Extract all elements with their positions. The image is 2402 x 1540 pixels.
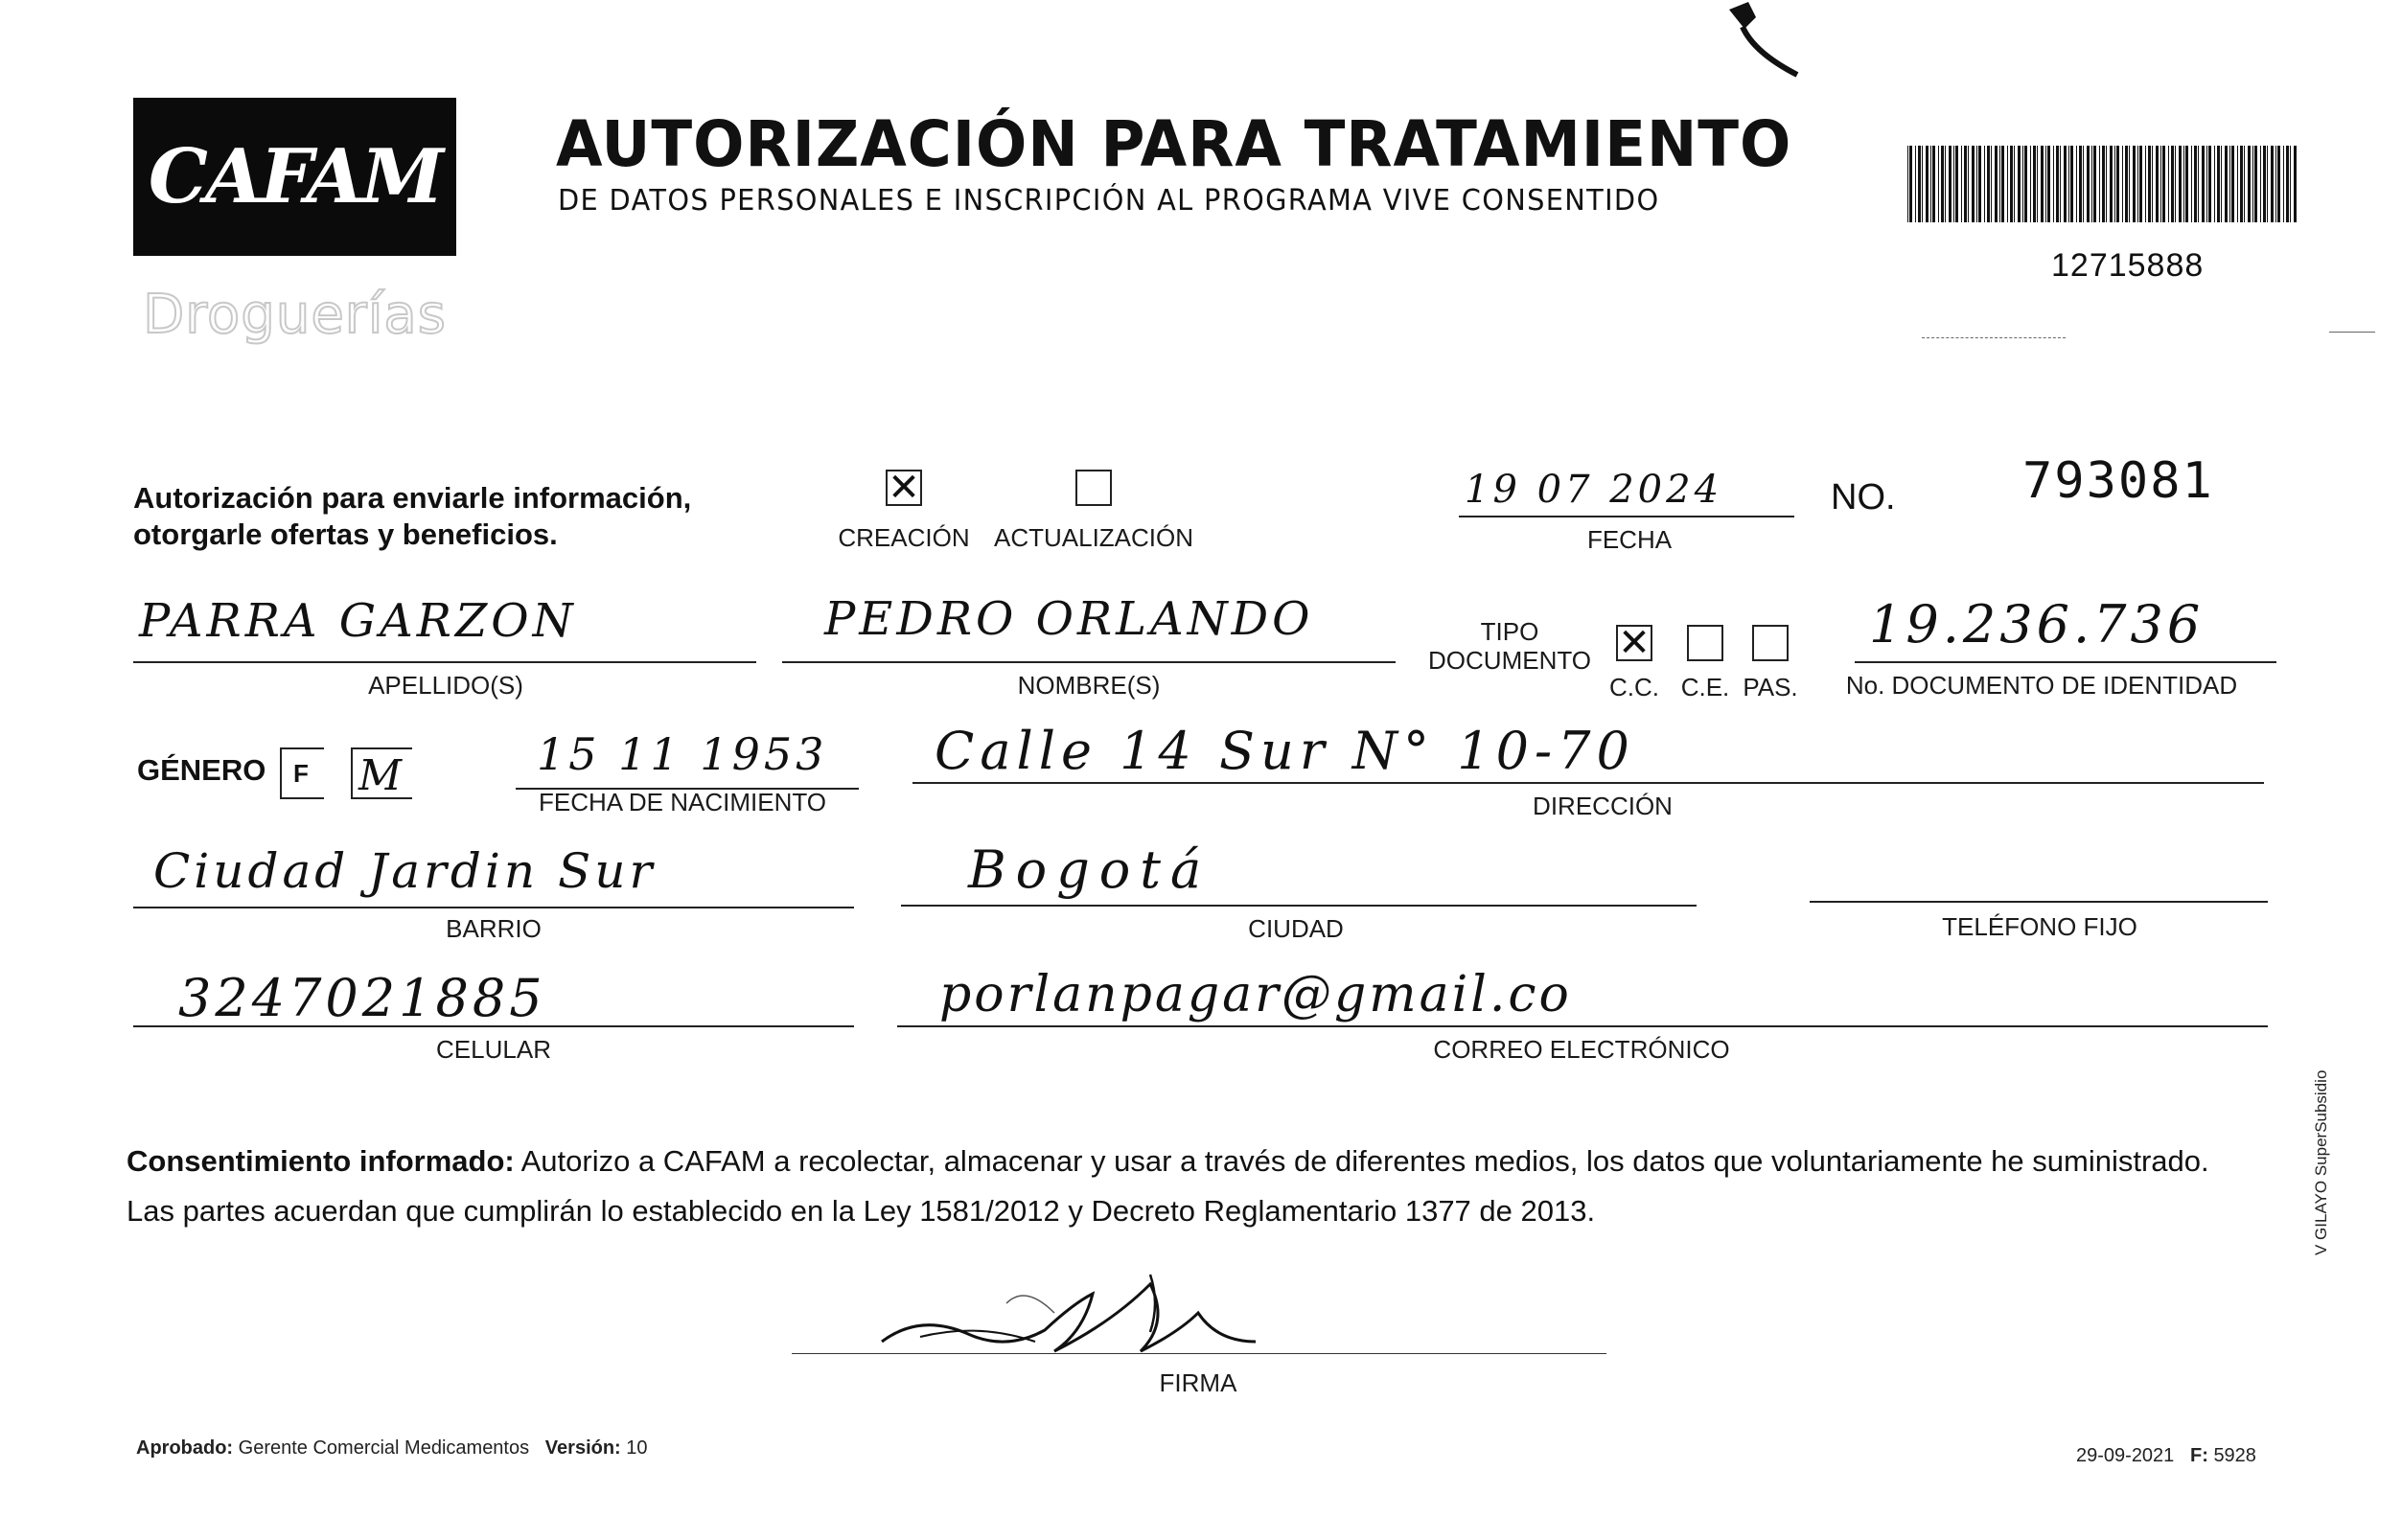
barcode-bar [1909, 146, 1912, 222]
barcode-bar [2275, 146, 2276, 222]
tipo-label-1: TIPO [1480, 617, 1539, 646]
footer-date-value: 29-09-2021 [2076, 1445, 2175, 1466]
barcode-bar [1915, 146, 1916, 222]
barcode-bar [2237, 146, 2238, 222]
barcode-bar [2093, 146, 2096, 222]
doc-label: No. DOCUMENTO DE IDENTIDAD [1845, 671, 2238, 700]
barcode-bar [1930, 146, 1931, 222]
genero-m-checkbox[interactable] [351, 747, 412, 799]
barcode-bar [1978, 146, 1981, 222]
barcode-bar [1995, 146, 1998, 222]
cc-checkbox[interactable] [1616, 621, 1652, 665]
barcode-bar [2106, 146, 2107, 222]
correo-line [897, 1025, 2268, 1027]
pas-label: PAS. [1743, 673, 1798, 701]
barcode-bar [2191, 146, 2192, 222]
barcode-bar [2202, 146, 2205, 222]
barcode-bar [1938, 146, 1939, 222]
barcode-bar [2056, 146, 2059, 222]
barcode-bar [2139, 146, 2142, 222]
correo-label: CORREO ELECTRÓNICO [1433, 1035, 1730, 1064]
barcode-bar [2194, 146, 2197, 222]
barcode-bar [2156, 146, 2159, 222]
barcode-bar [2267, 146, 2268, 222]
aprobado-label: Aprobado: [136, 1437, 234, 1459]
f-label: F: [2189, 1445, 2208, 1466]
check-mark-icon: ✕ [1618, 621, 1651, 665]
barcode-bar [2160, 146, 2161, 222]
barcode-bar [2068, 146, 2069, 222]
barcode-bar [2252, 146, 2253, 222]
direccion-label: DIRECCIÓN [1533, 792, 1673, 820]
barcode-bar [1999, 146, 2000, 222]
pas-checkbox[interactable] [1752, 625, 1789, 661]
barcode-bar [2206, 146, 2207, 222]
barcode-bar [2283, 146, 2284, 222]
actualizacion-checkbox[interactable] [1075, 470, 1112, 506]
barcode-bar [2198, 146, 2199, 222]
no-label: NO. [1831, 477, 1896, 517]
barcode-bar [2091, 146, 2092, 222]
celular-value[interactable]: 3247021885 [178, 968, 546, 1028]
fecha-line [1459, 516, 1794, 517]
barcode-bar [2114, 146, 2115, 222]
barcode-bar [2133, 146, 2136, 222]
barcode-bar [2240, 146, 2243, 222]
barcode-bar [1907, 146, 1908, 222]
barcode-bar [2183, 146, 2184, 222]
barcode-bar [2053, 146, 2054, 222]
barcode-bar [1922, 146, 1923, 222]
cafam-logo [133, 98, 456, 256]
form-subtitle: DE DATOS PERSONALES E INSCRIPCIÓN AL PROGRAMA VIVE CONSENTIDO [558, 184, 1660, 218]
genero-label: GÉNERO [137, 753, 266, 787]
barcode-bar [2214, 146, 2215, 222]
barrio-line [133, 907, 854, 908]
actualizacion-label: ACTUALIZACIÓN [993, 523, 1194, 552]
barcode-bar [2014, 146, 2015, 222]
apellidos-label: APELLIDO(S) [368, 671, 523, 700]
barcode-bar [2047, 146, 2050, 222]
firma-line [792, 1353, 1606, 1354]
footer-date [2076, 1445, 2256, 1467]
check-mark-icon: ✕ [888, 466, 920, 510]
barcode-bar [2076, 146, 2077, 222]
telefono-label: TELÉFONO FIJO [1942, 912, 2137, 941]
barcode-bar [2231, 146, 2234, 222]
celular-label: CELULAR [436, 1035, 551, 1064]
section-heading-1: Autorización para enviarle información, [133, 481, 692, 515]
barcode-bar [1972, 146, 1975, 222]
ciudad-line [901, 905, 1697, 907]
barcode-bar [1991, 146, 1992, 222]
pen-mark-icon [1716, 0, 1802, 84]
apellidos-line [133, 661, 756, 663]
barcode-bar [2122, 146, 2123, 222]
consent-line-1 [127, 1144, 2209, 1179]
barcode-bar [1932, 146, 1935, 222]
barcode-bar [2007, 146, 2008, 222]
nacimiento-label: FECHA DE NACIMIENTO [538, 788, 827, 816]
barcode-bar [2221, 146, 2222, 222]
nombres-label: NOMBRE(S) [1017, 671, 1161, 700]
barcode-bar [1964, 146, 1967, 222]
nacimiento-value[interactable]: 15 11 1953 [537, 728, 828, 780]
barcode-bar [2102, 146, 2105, 222]
barcode-bar [2185, 146, 2188, 222]
barcode-bar [2171, 146, 2174, 222]
barcode-bar [2294, 146, 2297, 222]
consent-text-1: Autorizo a CAFAM a recolectar, almacenar y usar a través de diferentes medios, los datos que voluntariamente he suministrado. [514, 1144, 2209, 1178]
barcode-bar [2225, 146, 2228, 222]
vertical-note: V GILAYO SuperSubsidio [2312, 1069, 2330, 1255]
barcode-bar [1987, 146, 1990, 222]
barcode-bar [2168, 146, 2169, 222]
barcode-bar [2010, 146, 2013, 222]
footer-aprobado [136, 1437, 648, 1460]
barcode-bar [2260, 146, 2261, 222]
barcode-bar [2137, 146, 2138, 222]
telefono-line[interactable] [1810, 901, 2268, 903]
barcode-bar [2033, 146, 2036, 222]
direccion-line [912, 782, 2264, 784]
version-value: 10 [626, 1437, 648, 1459]
barcode-bar [2175, 146, 2176, 222]
barcode-bar [1949, 146, 1952, 222]
barcode-bar [2083, 146, 2084, 222]
m-mark: M [358, 751, 403, 800]
barcode-number: 12715888 [2051, 247, 2205, 284]
barcode-bar [2229, 146, 2230, 222]
divider [2329, 332, 2375, 333]
barcode [1907, 146, 2300, 222]
barcode-bar [2022, 146, 2023, 222]
barcode-bar [2263, 146, 2266, 222]
barcode-bar [1945, 146, 1946, 222]
barcode-bar [2162, 146, 2165, 222]
barcode-bar [1941, 146, 1944, 222]
aprobado-value: Gerente Comercial Medicamentos [238, 1437, 530, 1459]
direccion-value[interactable]: Calle 14 Sur N° 10-70 [935, 721, 1635, 781]
nombres-line [782, 661, 1396, 663]
barrio-label: BARRIO [446, 914, 542, 943]
barcode-bar [2148, 146, 2151, 222]
fecha-value[interactable]: 19 07 2024 [1465, 468, 1723, 512]
doc-value[interactable]: 19.236.736 [1869, 594, 2205, 655]
barcode-bar [1918, 146, 1921, 222]
consent-lead: Consentimiento informado: [127, 1144, 515, 1178]
barcode-bar [2110, 146, 2113, 222]
ce-checkbox[interactable] [1687, 625, 1723, 661]
no-value: 793081 [2022, 452, 2214, 510]
barcode-bar [2271, 146, 2274, 222]
barcode-bar [2001, 146, 2004, 222]
barcode-bar [2208, 146, 2211, 222]
barcode-bar [2018, 146, 2021, 222]
barcode-bar [2060, 146, 2061, 222]
consent-text-2: Las partes acuerdan que cumplirán lo establecido en la Ley 1581/2012 y Decreto Reglamentario 1377 de 2013. [127, 1194, 1596, 1228]
divider [1922, 337, 2066, 338]
nombres-value[interactable]: PEDRO ORLANDO [824, 592, 1314, 646]
barcode-bar [2087, 146, 2090, 222]
barcode-bar [2179, 146, 2182, 222]
f-value: 5928 [2213, 1445, 2256, 1466]
barcode-bar [2145, 146, 2146, 222]
barcode-bar [2125, 146, 2128, 222]
barcode-bar [2070, 146, 2073, 222]
barcode-bar [2041, 146, 2044, 222]
f-label: F [293, 759, 309, 788]
barcode-bar [1955, 146, 1958, 222]
barcode-bar [2217, 146, 2220, 222]
barcode-bar [1953, 146, 1954, 222]
barcode-bar [2064, 146, 2067, 222]
ciudad-label: CIUDAD [1248, 914, 1344, 943]
apellidos-value[interactable]: PARRA GARZON [139, 594, 577, 648]
barcode-bar [2099, 146, 2100, 222]
logo-text: CAFAM [148, 133, 442, 220]
genero-f-checkbox[interactable] [280, 747, 324, 799]
barcode-bar [1961, 146, 1962, 222]
fecha-label: FECHA [1586, 525, 1673, 554]
ciudad-value[interactable]: Bogotá [968, 839, 1212, 900]
barcode-bar [2244, 146, 2245, 222]
barcode-bar [2037, 146, 2038, 222]
barcode-bar [2277, 146, 2280, 222]
cc-label: C.C. [1609, 673, 1659, 701]
section-heading-2: otorgarle ofertas y beneficios. [133, 517, 558, 551]
barcode-bar [2129, 146, 2130, 222]
barcode-bar [2254, 146, 2257, 222]
barcode-bar [2024, 146, 2027, 222]
barcode-bar [2286, 146, 2289, 222]
version-label: Versión: [544, 1437, 621, 1459]
barcode-bar [1926, 146, 1929, 222]
correo-value[interactable]: porlanpagar@gmail.co [939, 966, 1572, 1023]
tipo-label-2: DOCUMENTO [1428, 646, 1591, 675]
doc-line [1855, 661, 2276, 663]
barcode-bar [1968, 146, 1969, 222]
barcode-bar [1976, 146, 1977, 222]
barcode-bar [2290, 146, 2291, 222]
celular-line [133, 1025, 854, 1027]
barcode-bar [2152, 146, 2153, 222]
barcode-bar [2030, 146, 2031, 222]
barrio-value[interactable]: Ciudad Jardin Sur [153, 843, 657, 899]
barcode-bar [2248, 146, 2251, 222]
signature-image [863, 1246, 1284, 1380]
barcode-bar [2045, 146, 2046, 222]
form-title: AUTORIZACIÓN PARA TRATAMIENTO [556, 107, 1792, 181]
barcode-bar [2116, 146, 2119, 222]
barcode-bar [1984, 146, 1985, 222]
logo-subtitle: Droguerías [143, 284, 447, 346]
firma-label: FIRMA [1159, 1368, 1237, 1397]
barcode-bar [2079, 146, 2082, 222]
creacion-label: CREACIÓN [838, 523, 970, 552]
ce-label: C.E. [1680, 673, 1730, 701]
creacion-checkbox[interactable] [886, 466, 922, 510]
